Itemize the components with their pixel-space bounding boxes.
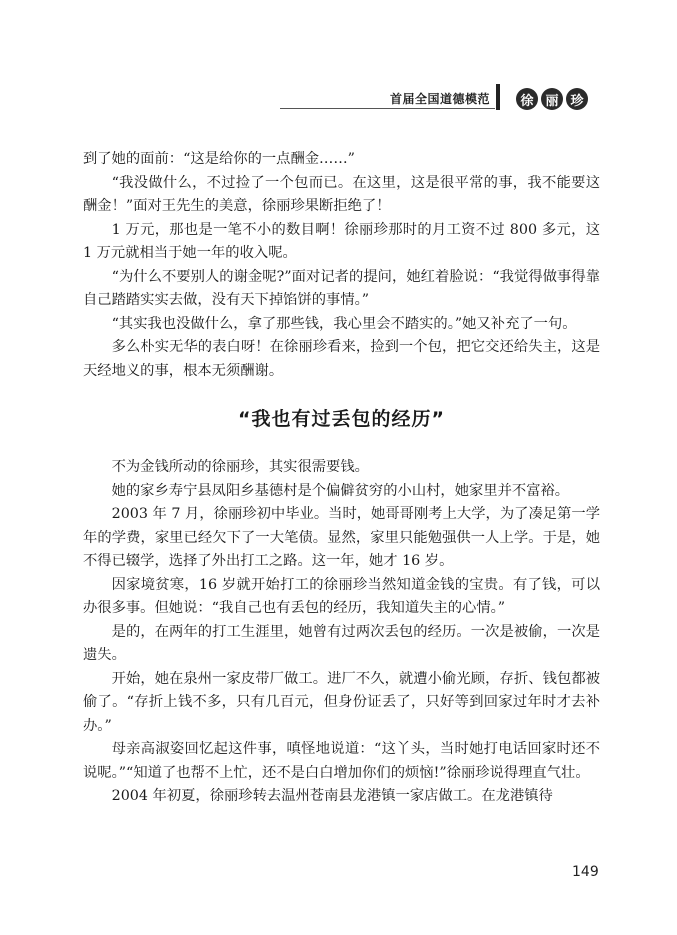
- name-badge-3: 珍: [566, 88, 588, 110]
- paragraph: 开始，她在泉州一家皮带厂做工。进厂不久，就遭小偷光顾，存折、钱包都被偷了。“存折上钱不多，只有几百元，但身份证丢了，只好等到回家过年时才去补办。”: [83, 670, 600, 734]
- section-title: “我也有过丢包的经历”: [238, 408, 445, 430]
- name-badge-1: 徐: [516, 88, 538, 110]
- page-number: 149: [572, 864, 599, 880]
- header-name-badges: [516, 88, 588, 110]
- paragraph: 多么朴实无华的表白呀！在徐丽珍看来，捡到一个包，把它交还给失主，这是天经地义的事，根本无须酬谢。: [83, 339, 600, 379]
- paragraph: 不为金钱所动的徐丽珍，其实很需要钱。: [111, 459, 369, 475]
- paragraph: 是的，在两年的打工生涯里，她曾有过两次丢包的经历。一次是被偷，一次是遗失。: [83, 623, 600, 663]
- paragraph: 1 万元，那也是一笔不小的数目啊！徐丽珍那时的月工资不过 800 多元，这 1 万元就相当于她一年的收入呢。: [83, 221, 600, 261]
- paragraph: 2003 年 7 月，徐丽珍初中毕业。当时，她哥哥刚考上大学，为了凑足第一学年的学费，家里已经欠下了一大笔债。显然，家里只能勉强供一人上学。于是，她不得已辍学，选择了外出打工之路。这一年，她才 16 岁。: [83, 506, 600, 569]
- running-header: [280, 84, 610, 110]
- paragraph: 因家境贫寒，16 岁就开始打工的徐丽珍当然知道金钱的宝贵。有了钱，可以办很多事。但她说：“我自己也有丢包的经历，我知道失主的心情。”: [83, 576, 600, 616]
- paragraph: 她的家乡寿宁县凤阳乡基德村是个偏僻贫穷的小山村，她家里并不富裕。: [111, 482, 570, 499]
- paragraph: 到了她的面前：“这是给你的一点酬金……”: [83, 151, 355, 167]
- name-badge-2: 丽: [541, 88, 563, 110]
- header-rule: [280, 108, 495, 109]
- paragraph: 2004 年初夏，徐丽珍转去温州苍南县龙港镇一家店做工。在龙港镇待: [111, 788, 553, 804]
- paragraph: “为什么不要别人的谢金呢?”面对记者的提问，她红着脸说：“我觉得做事得靠自己踏踏实实去做，没有天下掉馅饼的事情。”: [83, 268, 600, 308]
- header-series-title: 首届全国道德模范: [389, 92, 490, 106]
- header-divider-bar: [496, 84, 500, 110]
- paragraph: “我没做什么，不过捡了一个包而已。在这里，这是很平常的事，我不能要这酬金！”面对王先生的美意，徐丽珍果断拒绝了！: [83, 174, 600, 214]
- paragraph: “其实我也没做什么，拿了那些钱，我心里会不踏实的。”她又补充了一句。: [111, 315, 577, 332]
- page-body: [83, 148, 600, 809]
- paragraph: 母亲高淑姿回忆起这件事，嗔怪地说道：“这丫头，当时她打电话回家时还不说呢。”“知道了也帮不上忙，还不是白白增加你们的烦恼!”徐丽珍说得理直气壮。: [83, 741, 600, 781]
